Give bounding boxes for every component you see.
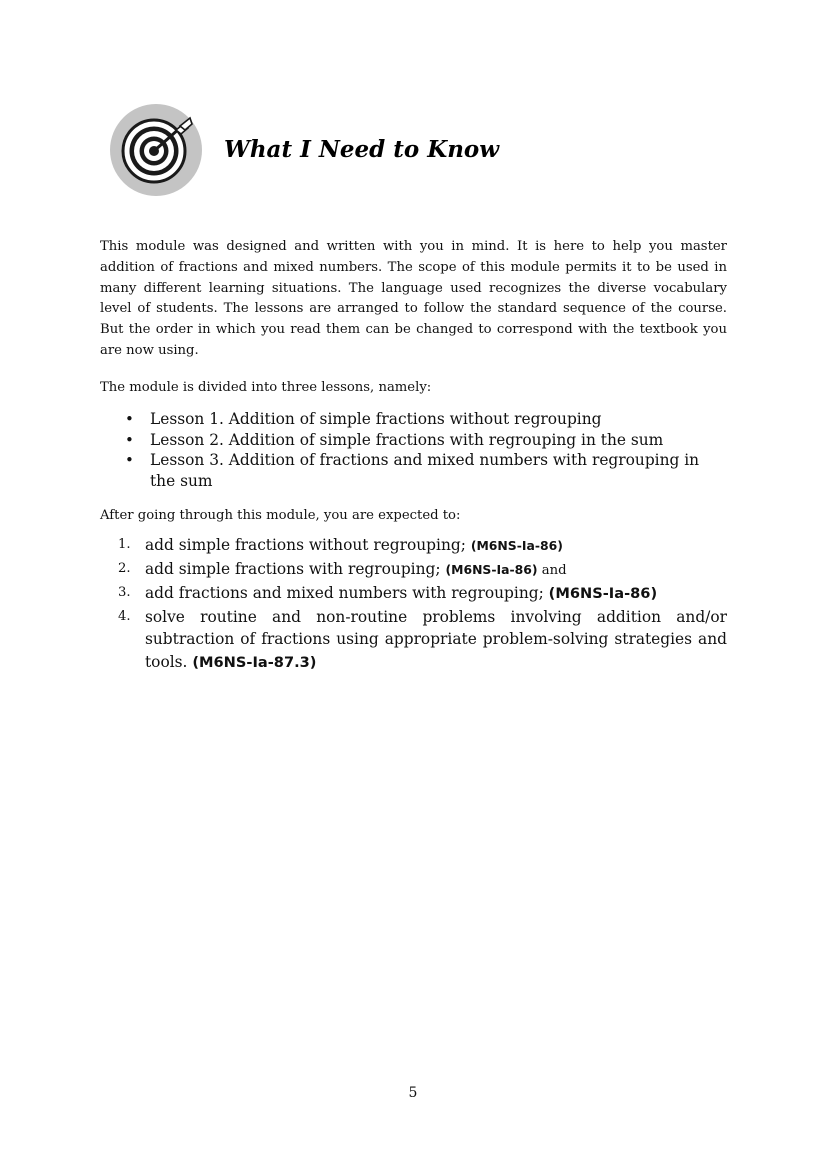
list-item xyxy=(100,558,727,583)
page-number: 5 xyxy=(408,1085,418,1101)
objective-text: add simple fractions without regrouping; xyxy=(145,536,471,554)
list-item xyxy=(100,534,727,558)
objective-text: add simple fractions with regrouping; xyxy=(145,559,446,578)
objective-suffix: and xyxy=(537,562,567,578)
bullet-icon: • xyxy=(125,410,134,428)
list-item xyxy=(100,409,727,430)
lesson-list xyxy=(100,409,727,491)
intro-paragraph: This module was designed and written with you in mind. It is here to help you master addition of fractions and mixed numbers. The scope of this module permits it to be used in many different learning situations. The language used recognizes the diverse vocabulary level of students. The lessons are arranged to follow the standard sequence of the course. But the order in which you read them can be changed to correspond with the textbook you are now using. xyxy=(100,239,727,358)
objective-number: 3. xyxy=(118,585,131,600)
competency-code: (M6NS-Ia-86) xyxy=(470,538,563,553)
list-item xyxy=(100,582,727,606)
lesson-text: Lesson 1. Addition of simple fractions without regrouping xyxy=(150,410,602,428)
objective-text: add fractions and mixed numbers with regrouping; xyxy=(145,584,549,602)
lesson-text: Lesson 3. Addition of fractions and mixed numbers with regrouping in the sum xyxy=(150,451,700,490)
list-item xyxy=(100,450,727,491)
list-item xyxy=(100,606,727,675)
competency-code: (M6NS-Ia-86) xyxy=(445,561,538,577)
bullet-icon: • xyxy=(125,451,134,469)
bullet-icon: • xyxy=(125,430,134,449)
objective-list xyxy=(100,534,727,674)
objectives-intro: After going through this module, you are expected to: xyxy=(100,508,461,523)
objective-number: 2. xyxy=(118,560,131,576)
competency-code: (M6NS-Ia-87.3) xyxy=(192,653,317,671)
lessons-intro: The module is divided into three lessons, namely: xyxy=(100,380,432,395)
objective-number: 1. xyxy=(118,537,131,552)
list-item xyxy=(100,430,727,451)
competency-code: (M6NS-Ia-86) xyxy=(548,585,658,602)
section-title: What I Need to Know xyxy=(224,136,500,163)
target-icon xyxy=(110,104,202,196)
objective-text: solve routine and non-routine problems involving addition and/or subtraction of fractions using appropriate problem-solving strategies and tools. xyxy=(145,607,727,671)
lesson-text: Lesson 2. Addition of simple fractions with regrouping in the sum xyxy=(150,430,664,449)
objective-number: 4. xyxy=(118,608,131,624)
